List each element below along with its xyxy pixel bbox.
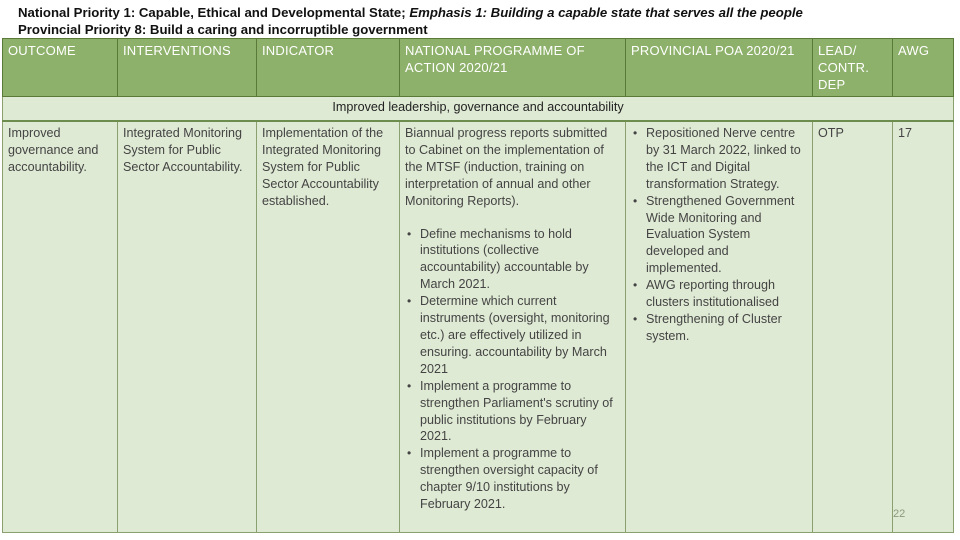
npoa-intro: Biannual progress reports submitted to Cabinet on the implementation of the MTSF (induction, training on interpretation of annual and other Monitoring Reports). <box>405 126 608 208</box>
ppoa-list <box>631 125 807 345</box>
provincial-priority-line: Provincial Priority 8: Build a caring and incorruptible government <box>18 22 428 37</box>
cell-provincial-poa <box>626 121 813 533</box>
cell-awg: 17 <box>893 121 954 533</box>
list-item: • AWG reporting through clusters institutionalised <box>631 277 807 311</box>
header-row <box>3 39 954 97</box>
cell-outcome: Improved governance and accountability. <box>3 121 118 533</box>
slide-heading <box>18 4 948 38</box>
emphasis-text: Emphasis 1: Building a capable state that serves all the people <box>409 5 803 20</box>
col-indicator: INDICATOR <box>257 39 400 97</box>
cell-lead-dep: OTP <box>813 121 893 533</box>
col-provincial-poa: PROVINCIAL POA 2020/21 <box>626 39 813 97</box>
col-outcome: OUTCOME <box>3 39 118 97</box>
col-national-poa: NATIONAL PROGRAMME OF ACTION 2020/21 <box>400 39 626 97</box>
programme-table <box>2 38 954 533</box>
list-item: • Define mechanisms to hold institutions (collective accountability) accountable by March 2021. <box>405 226 620 294</box>
page-number: 22 <box>893 508 906 520</box>
national-priority-line <box>18 4 948 21</box>
list-item: • Determine which current instruments (oversight, monitoring etc.) are effectively utilized in ensuring. accountability by March 2021 <box>405 293 620 378</box>
list-item: • Strengthening of Cluster system. <box>631 311 807 345</box>
list-item: • Implement a programme to strengthen oversight capacity of chapter 9/10 institutions by February 2021. <box>405 445 620 513</box>
section-band: Improved leadership, governance and accountability <box>3 97 954 122</box>
list-item: • Strengthened Government Wide Monitoring and Evaluation System developed and implemented. <box>631 193 807 278</box>
cell-intervention: Integrated Monitoring System for Public Sector Accountability. <box>118 121 257 533</box>
cell-indicator: Implementation of the Integrated Monitoring System for Public Sector Accountability established. <box>257 121 400 533</box>
table-row <box>3 121 954 533</box>
list-item: • Repositioned Nerve centre by 31 March 2022, linked to the ICT and Digital transformation Strategy. <box>631 125 807 193</box>
section-band-row <box>3 97 954 122</box>
npoa-list <box>405 226 620 513</box>
cell-national-poa <box>400 121 626 533</box>
col-awg: AWG <box>893 39 954 97</box>
col-lead-dep: LEAD/ CONTR. DEP <box>813 39 893 97</box>
col-interventions: INTERVENTIONS <box>118 39 257 97</box>
national-priority-text: National Priority 1: Capable, Ethical and Developmental State; <box>18 5 410 20</box>
list-item: • Implement a programme to strengthen Parliament's scrutiny of public institutions by February 2021. <box>405 378 620 446</box>
